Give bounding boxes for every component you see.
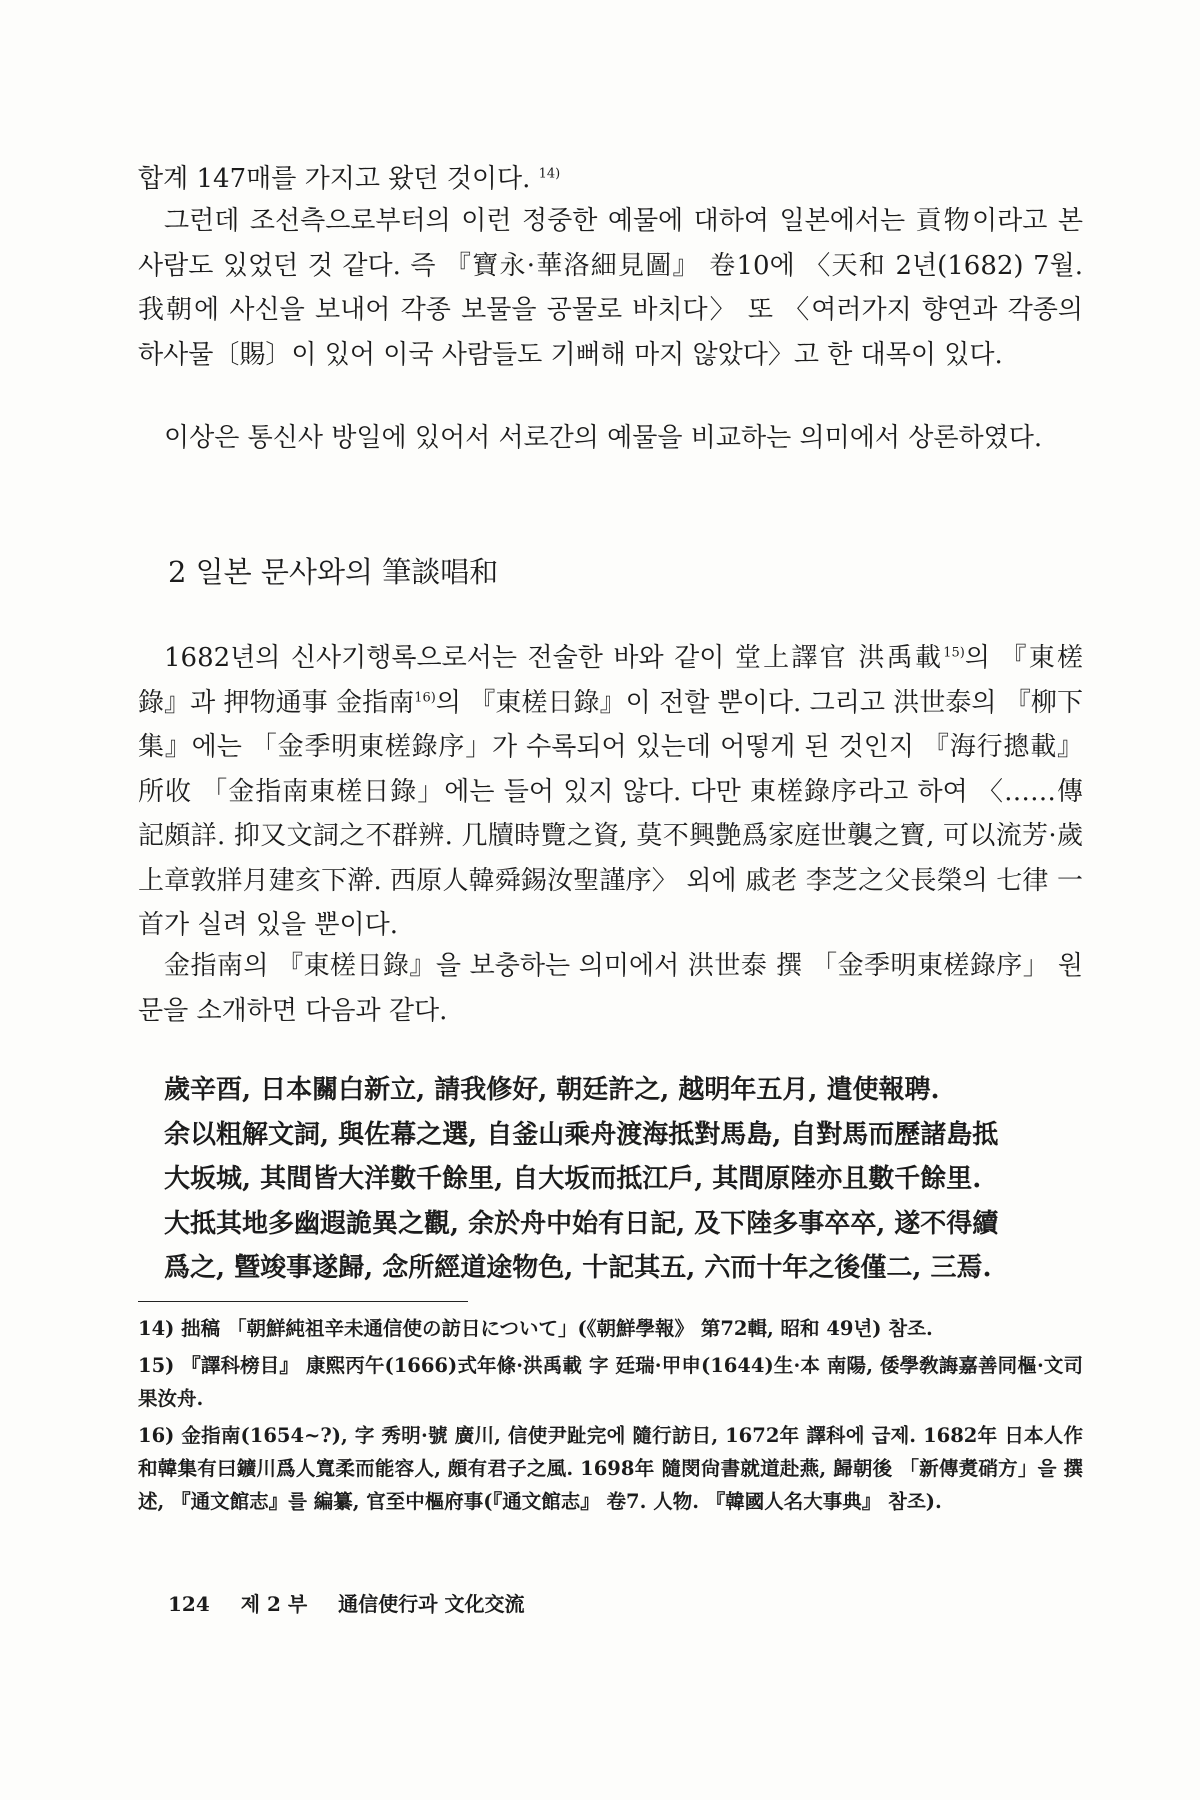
footnote-ref: 15) (943, 645, 965, 661)
footnote-ref: 14) (538, 166, 561, 182)
page-number: 124 (168, 1592, 210, 1616)
document-page (138, 0, 1083, 1800)
part-title: 通信使行과 文化交流 (338, 1592, 525, 1616)
paragraph-continued: 합계 147매를 가지고 왔던 것이다. $^{14)}$ (138, 164, 561, 194)
paragraph-tribute: 그런데 조선측으로부터의 이런 정중한 예물에 대하여 일본에서는 貢物이라고 본 사람도 있었던 것 같다. 즉 『寶永·華洛細見圖』 卷10에 〈天和 2년(1682) 7월. 我朝에 사신을 보내어 각종 보물을 공물로 바치다〉 또 〈여러가지 향연과 각종의 하사물〔賜〕이 있어 이국 사람들도 기뻐해 마지 않았다〉고 한 대목이 있다. (138, 206, 1083, 370)
part-label: 제 2 부 (240, 1592, 308, 1616)
footnote-divider (138, 1301, 468, 1302)
quote-line: 爲之, 曁竣事遂歸, 念所經道途物色, 十記其五, 六而十年之後僅二, 三焉. (164, 1253, 992, 1283)
page-footer (168, 1588, 548, 1617)
footnotes (138, 1312, 1083, 1522)
paragraph-records: 1682년의 신사기행록으로서는 전술한 바와 같이 堂上譯官 洪禹載$^{15)}$의 『東槎錄』과 押物通事 金指南$^{16)}$의 『東槎日錄』이 전할 뿐이다. 그리고 洪世泰의 『柳下集』에는 「金季明東槎錄序」가 수록되어 있는데 어떻게 된 것인지 『海行摠載』 所收 「金指南東槎日錄」에는 들어 있지 않다. 다만 東槎錄序라고 하여 〈……傳記頗詳. 抑又文詞之不群辨. 几牘時覽之資, 莫不興艶爲家庭世襲之寶, 可以流芳·歲上章敦牂月建亥下澣. 西原人韓舜錫汝聖謹序〉 외에 戚老 李芝之父長榮의 七律 一首가 실려 있을 뿐이다. (138, 643, 1083, 940)
section-heading: 2 일본 문사와의 筆談唱和 (168, 555, 499, 589)
footnote-14: 14) 拙稿 「朝鮮純祖辛未通信使の訪日について」(《朝鮮學報》 第72輯, 昭和 49년) 참조. (138, 1317, 933, 1340)
paragraph-intro-quote: 金指南의 『東槎日錄』을 보충하는 의미에서 洪世泰 撰 「金季明東槎錄序」 원문을 소개하면 다음과 같다. (138, 951, 1083, 1026)
quote-line: 大抵其地多幽遐詭異之觀, 余於舟中始有日記, 及下陸多事卒卒, 遂不得續 (164, 1208, 999, 1239)
footnote-16: 16) 金指南(1654~?), 字 秀明·號 廣川, 信使尹趾完에 隨行訪日, 1672年 譯科에 급제. 1682年 日本人作和韓集有曰鑛川爲人寬柔而能容人, 頗有君子之風. 1698年 隨閔尙書就道赴燕, 歸朝後 「新傳煑硝方」을 撰述, 『通文館志』를 編纂, 官至中樞府事(『通文館志』 卷7. 人物. 『韓國人名大事典』 참조). (138, 1424, 1083, 1513)
paragraph-summary: 이상은 통신사 방일에 있어서 서로간의 예물을 비교하는 의미에서 상론하였다. (164, 423, 1043, 453)
quote-line: 歲辛酉, 日本關白新立, 請我修好, 朝廷許之, 越明年五月, 遣使報聘. (164, 1075, 940, 1105)
classical-quote (164, 1068, 1073, 1291)
footnote-15: 15) 『譯科榜目』 康熙丙午(1666)式年條·洪禹載 字 廷瑞·甲申(1644)生·本 南陽, 倭學敎誨嘉善同樞·文司果汝舟. (138, 1354, 1083, 1410)
quote-line: 大坂城, 其間皆大洋數千餘里, 自大坂而抵江戶, 其間原陸亦且數千餘里. (164, 1164, 982, 1194)
quote-line: 余以粗解文詞, 與佐幕之選, 自釜山乘舟渡海抵對馬島, 自對馬而歷諸島抵 (164, 1119, 999, 1150)
footnote-ref: 16) (414, 689, 436, 705)
